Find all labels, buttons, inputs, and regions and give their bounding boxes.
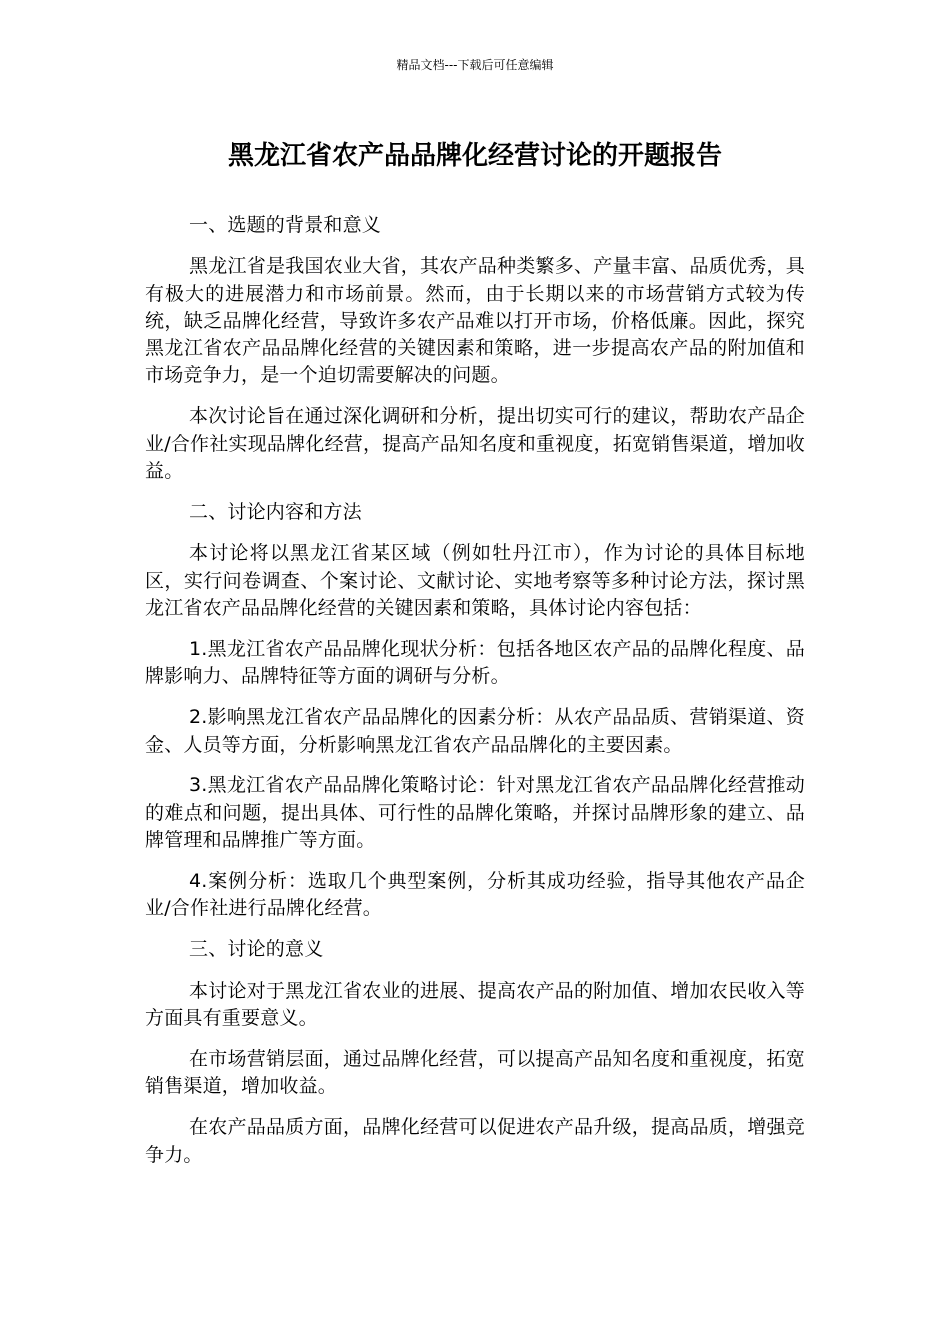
paragraph: 在市场营销层面，通过品牌化经营，可以提高产品知名度和重视度，拓宽销售渠道，增加收益。 (145, 1047, 805, 1098)
paragraph: 在农产品品质方面，品牌化经营可以促进农产品升级，提高品质，增强竞争力。 (145, 1116, 805, 1166)
section-heading-significance: 三、讨论的意义 (189, 938, 324, 961)
section-heading-content-method: 二、讨论内容和方法 (189, 501, 362, 524)
paragraph: 本次讨论旨在通过深化调研和分析，提出切实可行的建议，帮助农产品企业/合作社实现品牌化经营，提高产品知名度和重视度，拓宽销售渠道，增加收益。 (145, 405, 805, 483)
document-body (145, 212, 805, 1182)
list-item: 2.影响黑龙江省农产品品牌化的因素分析：从农产品品质、营销渠道、资金、人员等方面，分析影响黑龙江省农产品品牌化的主要因素。 (145, 706, 805, 756)
section-heading-background: 一、选题的背景和意义 (189, 214, 382, 236)
paragraph: 本讨论将以黑龙江省某区域（例如牡丹江市），作为讨论的具体目标地区，实行问卷调查、个案讨论、文献讨论、实地考察等多种讨论方法，探讨黑龙江省农产品品牌化经营的关键因素和策略，具体讨论内容包括： (145, 542, 805, 619)
paragraph: 黑龙江省是我国农业大省，其农产品种类繁多、产量丰富、品质优秀，具有极大的进展潜力和市场前景。然而，由于长期以来的市场营销方式较为传统，缺乏品牌化经营，导致许多农产品难以打开市场，价格低廉。因此，探究黑龙江省农产品品牌化经营的关键因素和策略，进一步提高农产品的附加值和市场竞争力，是一个迫切需要解决的问题。 (145, 255, 805, 387)
document-title: 黑龙江省农产品品牌化经营讨论的开题报告 (227, 141, 722, 171)
paragraph: 本讨论对于黑龙江省农业的进展、提高农产品的附加值、增加农民收入等方面具有重要意义。 (145, 979, 805, 1029)
list-item: 3.黑龙江省农产品品牌化策略讨论：针对黑龙江省农产品品牌化经营推动的难点和问题，提出具体、可行性的品牌化策略，并探讨品牌形象的建立、品牌管理和品牌推广等方面。 (145, 774, 805, 852)
list-item: 4.案例分析：选取几个典型案例，分析其成功经验，指导其他农产品企业/合作社进行品牌化经营。 (145, 870, 805, 920)
list-item: 1.黑龙江省农产品品牌化现状分析：包括各地区农产品的品牌化程度、品牌影响力、品牌特征等方面的调研与分析。 (145, 637, 805, 688)
header-note: 精品文档---下载后可任意编辑 (396, 58, 554, 72)
